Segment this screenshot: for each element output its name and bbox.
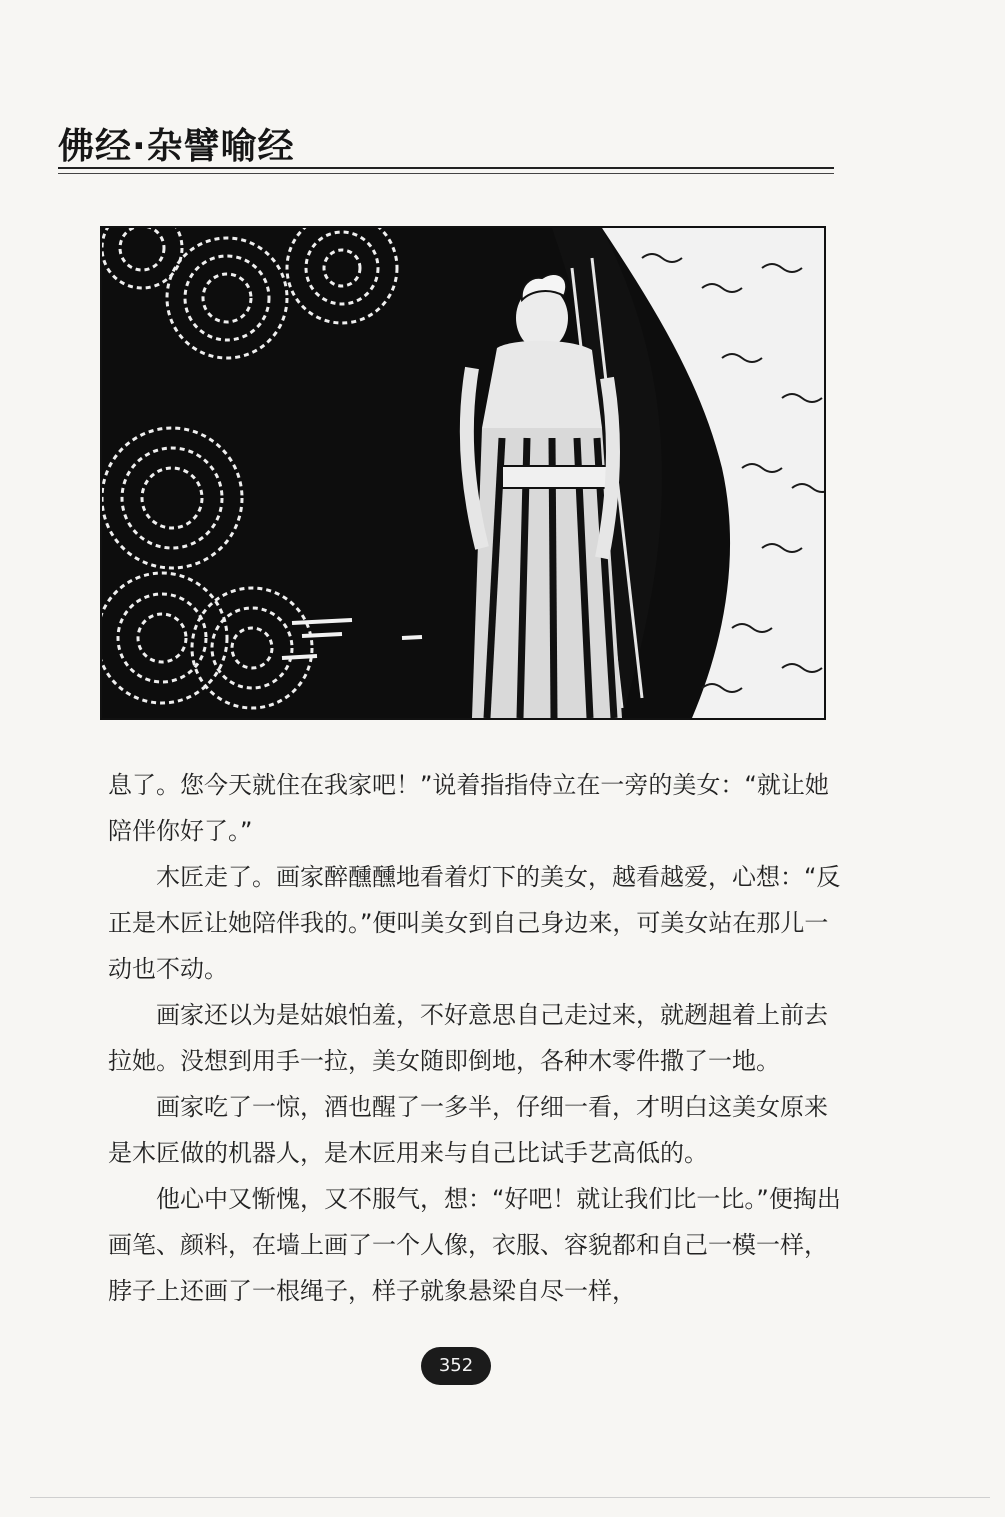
- page-header-title: 佛经·杂譬喻经: [58, 126, 295, 167]
- paragraph-3: 画家还以为是姑娘怕羞，不好意思自己走过来，就趔趄着上前去拉她。没想到用手一拉，美女随即倒地，各种木零件撒了一地。: [108, 1001, 828, 1075]
- woodcut-illustration: [100, 226, 826, 720]
- page-number: 352: [421, 1347, 491, 1385]
- header-rule-thin: [58, 173, 834, 174]
- header-rule-thick: [58, 167, 834, 169]
- paragraph-1: 息了。您今天就住在我家吧！”说着指指侍立在一旁的美女：“就让她陪伴你好了。”: [108, 771, 829, 845]
- paragraph-4: 画家吃了一惊，酒也醒了一多半，仔细一看，才明白这美女原来是木匠做的机器人，是木匠用来与自己比试手艺高低的。: [108, 1093, 828, 1167]
- bottom-scan-line: [30, 1497, 990, 1498]
- paragraph-5: 他心中又惭愧，又不服气，想：“好吧！就让我们比一比。”便掏出画笔、颜料，在墙上画了一个人像，衣服、容貌都和自己一模一样，脖子上还画了一根绳子，样子就象悬梁自尽一样，: [108, 1185, 841, 1305]
- paragraph-2: 木匠走了。画家醉醺醺地看着灯下的美女，越看越爱，心想：“反正是木匠让她陪伴我的。”便叫美女到自己身边来，可美女站在那儿一动也不动。: [108, 863, 841, 983]
- body-text: [108, 762, 848, 1314]
